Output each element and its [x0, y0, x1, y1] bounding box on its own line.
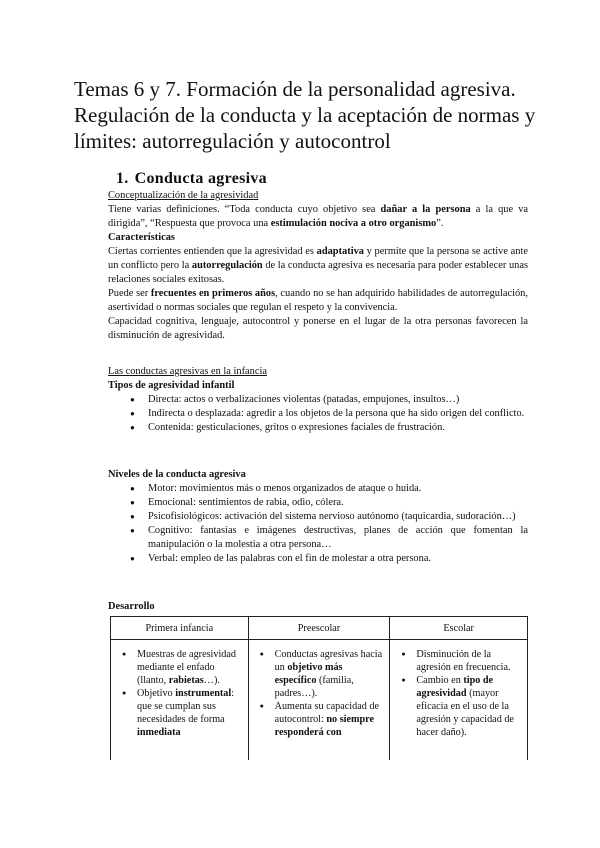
table-header-cell: Preescolar: [248, 617, 390, 640]
text-run: (mayor eficacia en el uso de la agresión y capacidad de hacer daño).: [416, 688, 514, 738]
bold-run: estimulación nociva a otro organismo: [270, 218, 437, 229]
characteristics-paragraph-2: [108, 287, 528, 315]
list-item: [394, 674, 523, 739]
levels-heading: Niveles de la conducta agresiva: [108, 469, 246, 480]
levels-block: [108, 468, 528, 566]
list-item: ● Cognitivo: fantasías e imágenes destructivas, planes de acción que fomentan la manipulación o la molestia a otra persona…: [108, 524, 528, 552]
list-item: ● Emocional: sentimientos de rabia, odio, cólera.: [108, 496, 528, 510]
text-run: Objetivo: [137, 688, 176, 699]
development-heading-block: [108, 600, 528, 614]
list-item: [115, 648, 244, 687]
text-run: Puede ser: [108, 288, 151, 299]
bold-run: tipo de agresividad: [416, 675, 494, 699]
development-heading: Desarrollo: [108, 601, 155, 612]
text-run: y permite que la persona se active ante un conflicto pero la: [108, 246, 528, 271]
table-header-cell: Escolar: [390, 617, 528, 640]
section-number: 1.: [116, 170, 129, 187]
text-run: : que se cumplan sus necesidades de forma: [137, 688, 235, 725]
text-run: Ciertas corrientes entienden que la agresividad es: [108, 246, 317, 257]
list-item: ● Contenida: gesticulaciones, gritos o expresiones faciales de frustración.: [108, 421, 528, 435]
bold-run: inmediata: [137, 727, 181, 738]
list-item: ● Indirecta o desplazada: agredir a los objetos de la persona que ha sido origen del conflicto.: [108, 407, 528, 421]
text-run: Tiene varias definiciones. “Toda conducta cuyo objetivo sea: [108, 204, 381, 215]
list-item: [253, 648, 386, 700]
bold-run: autorregulación: [191, 260, 263, 271]
text-run: Conductas agresivas hacia un: [274, 649, 383, 673]
bold-run: no siempre responderá con: [274, 714, 375, 738]
text-run: de la conducta agresiva es necesaria para poder establecer unas relaciones sociales exitosas.: [108, 260, 528, 285]
list-item: ● Disminución de la agresión en frecuencia.: [394, 648, 523, 674]
table-header-cell: Primera infancia: [111, 617, 249, 640]
bold-run: instrumental: [175, 688, 232, 699]
text-run: a la que va dirigida”, “Respuesta que provoca una: [108, 204, 528, 229]
table-cell-primera-infancia: [111, 640, 249, 761]
text-run: ”.: [436, 218, 444, 229]
bold-run: frecuentes en primeros años: [150, 288, 276, 299]
bold-run: adaptativa: [316, 246, 364, 257]
characteristics-paragraph-3: Capacidad cognitiva, lenguaje, autocontrol y ponerse en el lugar de la otra personas favorecen la disminución de agresividad.: [108, 316, 528, 341]
list-item: [253, 700, 386, 739]
section-title: Conducta agresiva: [134, 170, 267, 187]
list-item: ● Motor: movimientos más o menos organizados de ataque o huida.: [108, 482, 528, 496]
childhood-subheading: Las conductas agresivas en la infancia: [108, 366, 267, 377]
bold-run: objetivo más específico: [274, 662, 343, 686]
types-list: [108, 393, 528, 435]
table-cell-escolar: [390, 640, 528, 761]
table-header-row: [111, 617, 528, 640]
section-heading: [116, 170, 267, 188]
bold-run: dañar a la persona: [380, 204, 471, 215]
bold-run: rabietas: [168, 675, 204, 686]
development-table: [110, 616, 528, 760]
characteristics-heading: Características: [108, 232, 175, 243]
conceptualization-block: [108, 189, 528, 343]
text-run: Cambio en: [416, 675, 464, 686]
table-row: [111, 640, 528, 761]
text-run: , cuando no se han adquirido habilidades de autorregulación, asertividad o normas sociales que regulan el respeto y la convivencia.: [108, 288, 528, 313]
list-item: ● Verbal: empleo de las palabras con el fin de molestar a otra persona.: [108, 552, 528, 566]
list-item: ● Psicofisiológicos: activación del sistema nervioso autónomo (taquicardia, sudoración…): [108, 510, 528, 524]
text-run: Muestras de agresividad mediante el enfado (llanto,: [137, 649, 237, 686]
text-run: Aumenta su capacidad de autocontrol:: [274, 701, 379, 725]
table-cell-preescolar: [248, 640, 390, 761]
text-run: (familia, padres…).: [274, 675, 354, 699]
concept-subheading: Conceptualización de la agresividad: [108, 190, 259, 201]
list-item: [115, 687, 244, 739]
text-run: …).: [203, 675, 220, 686]
document-title: Temas 6 y 7. Formación de la personalidad agresiva. Regulación de la conducta y la aceptación de normas y límites: autorregulación y autocontrol: [74, 77, 536, 153]
levels-list: [108, 482, 528, 566]
types-heading: Tipos de agresividad infantil: [108, 380, 235, 391]
characteristics-paragraph-1: [108, 245, 528, 287]
list-item: ● Directa: actos o verbalizaciones violentas (patadas, empujones, insultos…): [108, 393, 528, 407]
definition-paragraph: [108, 203, 528, 231]
childhood-block: [108, 365, 528, 435]
